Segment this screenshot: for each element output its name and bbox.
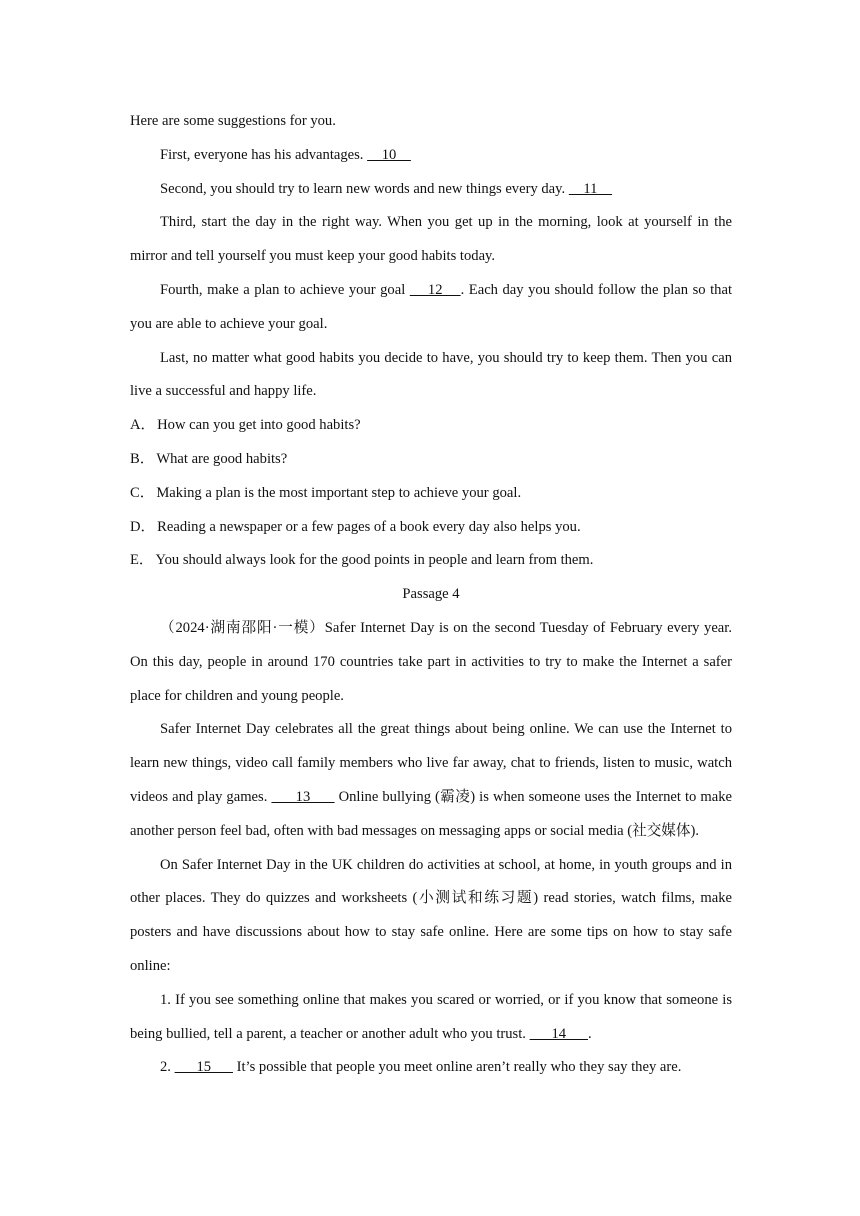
option-text: You should always look for the good points in people and learn from them.: [155, 552, 594, 569]
tip-1-after: .: [587, 1025, 592, 1042]
option-text: How can you get into good habits?: [157, 417, 361, 434]
intro-text: Here are some suggestions for you.: [130, 113, 336, 129]
blank-10: 10: [367, 146, 411, 163]
paragraph-last: Last, no matter what good habits you decide to have, you should try to keep them. Then you can live a successful and happy life.: [130, 349, 732, 400]
tip-1: [130, 984, 732, 1052]
tip-2-after: It’s possible that people you meet online aren’t really who they say they are.: [236, 1059, 682, 1076]
option-letter: C．: [130, 484, 155, 501]
paragraph-fourth: [130, 274, 732, 342]
passage-title: Passage 4: [402, 586, 460, 603]
paragraph-fourth-before: Fourth, make a plan to achieve your goal: [160, 281, 406, 298]
option-text: Making a plan is the most important step to achieve your goal.: [156, 484, 522, 501]
option-d: [130, 511, 732, 545]
option-a: [130, 409, 732, 443]
option-text: What are good habits?: [156, 450, 288, 467]
tip-1-before: 1. If you see something online that makes you scared or worried, or if you know that someone is being bullied, tell a parent, a teacher or another adult who you trust.: [130, 991, 732, 1042]
passage4-paragraph-1: （2024·湖南邵阳·一模）Safer Internet Day is on the second Tuesday of February every year. On this day, people in around 170 countries take part in activities to try to make the Internet a safer place for children and young people.: [130, 619, 732, 704]
option-letter: A．: [130, 417, 156, 434]
paragraph-second: [130, 173, 732, 207]
tip-2: [130, 1051, 732, 1085]
paragraph-second-text: Second, you should try to learn new words and new things every day.: [160, 180, 566, 197]
passage4-paragraph-2-after: Online bullying (霸凌) is when someone uses the Internet to make another person feel bad, often with bad messages on messaging apps or social media (社交媒体).: [130, 788, 732, 839]
option-c: [130, 477, 732, 511]
option-b: [130, 443, 732, 477]
paragraph-first-text: First, everyone has his advantages.: [160, 146, 364, 163]
blank-14: 14: [529, 1025, 588, 1042]
passage4-paragraph-2: [130, 713, 732, 848]
blank-13: 13: [271, 788, 335, 805]
paragraph-fourth-after: . Each day you should follow the plan so that you are able to achieve your goal.: [130, 281, 732, 332]
option-text: Reading a newspaper or a few pages of a book every day also helps you.: [157, 518, 581, 535]
paragraph-third: Third, start the day in the right way. When you get up in the morning, look at yourself in the mirror and tell yourself you must keep your good habits today.: [130, 214, 732, 265]
tip-2-before: 2.: [160, 1059, 171, 1076]
option-letter: D．: [130, 518, 156, 535]
passage4-paragraph-3: On Safer Internet Day in the UK children do activities at school, at home, in youth groups and in other places. They do quizzes and worksheets (小测试和练习题) read stories, watch films, make posters and have discussions about how to stay safe online. Here are some tips on how to stay safe online:: [130, 856, 732, 974]
document-content: [130, 105, 732, 1085]
passage4-paragraph-2-before: Safer Internet Day celebrates all the great things about being online. We can use the Internet to learn new things, video call family members who live far away, chat to friends, listen to music, watch videos and play games.: [130, 721, 732, 805]
blank-15: 15: [174, 1059, 233, 1076]
option-letter: B．: [130, 450, 155, 467]
option-letter: E．: [130, 552, 154, 569]
blank-11: 11: [568, 180, 613, 197]
option-e: [130, 544, 732, 578]
paragraph-first: [130, 139, 732, 173]
blank-12: 12: [409, 281, 461, 298]
